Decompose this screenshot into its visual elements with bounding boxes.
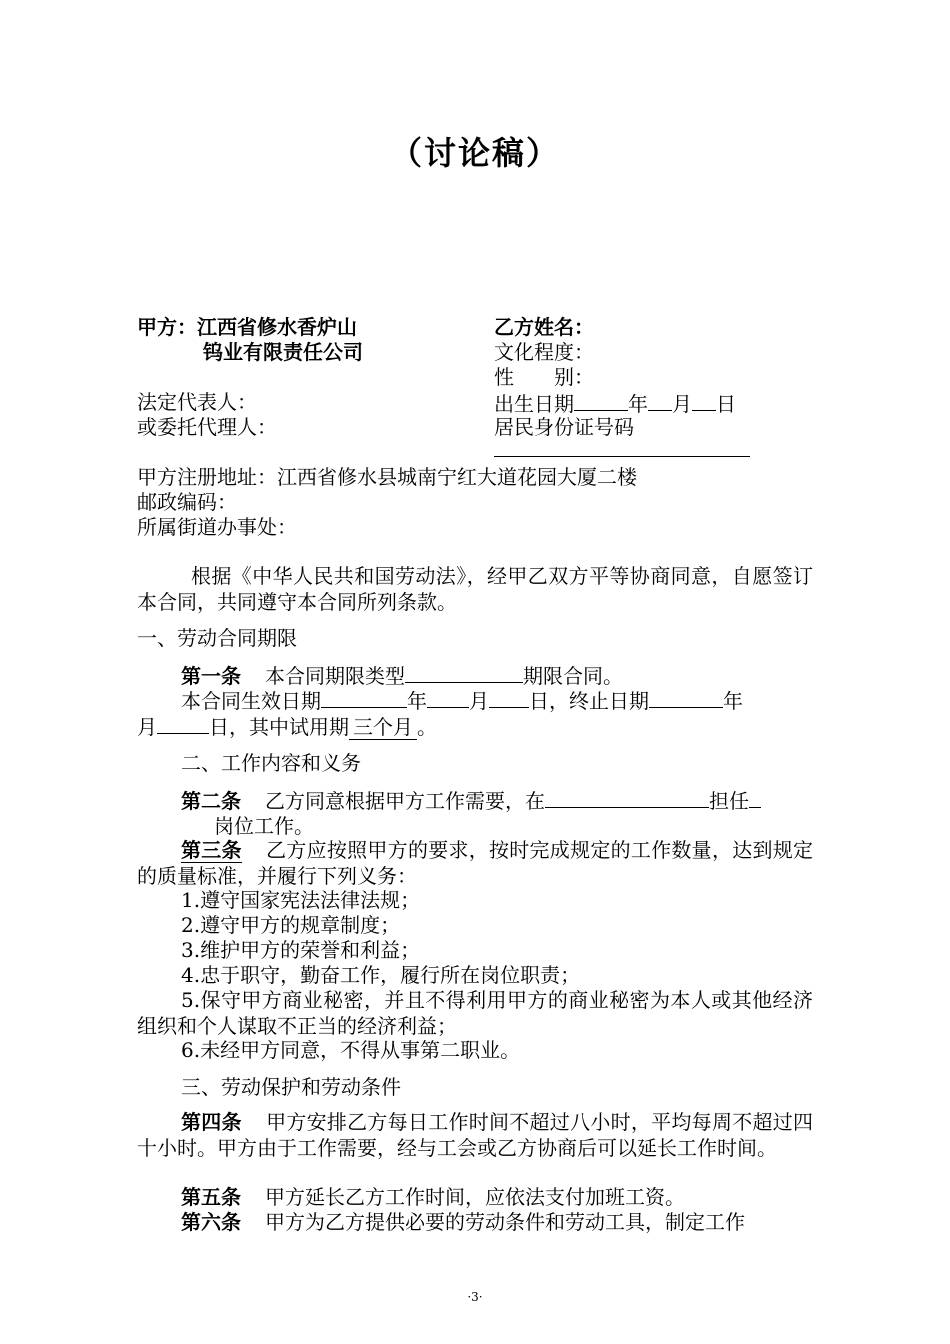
duty-item: 6.未经甲方同意，不得从事第二职业。	[181, 1038, 521, 1062]
article-2	[181, 787, 761, 814]
trial-period-line	[137, 713, 437, 740]
start-day-blank[interactable]	[489, 687, 529, 708]
party-a-name	[137, 315, 357, 340]
start-month-blank[interactable]	[427, 687, 469, 708]
department-blank[interactable]	[545, 787, 709, 808]
party-b-birthdate	[494, 390, 736, 417]
article-4-label: 第四条	[181, 1110, 242, 1134]
start-month-label: 月	[469, 689, 489, 713]
end-year-label: 年	[723, 689, 743, 713]
birth-day-blank[interactable]	[692, 390, 716, 411]
birth-label: 出生日期	[494, 392, 574, 416]
end-date-label: 日，终止日期	[529, 689, 649, 713]
section-2-heading: 二、工作内容和义务	[181, 751, 361, 775]
effective-date-line	[181, 687, 743, 714]
article-1-post: 期限合同。	[523, 664, 623, 688]
effective-date-label: 本合同生效日期	[181, 689, 321, 713]
duty-item: 2.遵守甲方的规章制度；	[181, 913, 401, 937]
article-2-line2: 岗位工作。	[214, 814, 314, 838]
postcode: 邮政编码：	[137, 490, 237, 514]
article-5-text: 甲方延长乙方工作时间，应依法支付加班工资。	[265, 1185, 685, 1209]
party-a-name-line2: 钨业有限责任公司	[203, 340, 363, 364]
article-2-text: 乙方同意根据甲方工作需要，在	[265, 789, 545, 813]
section-3-heading: 三、劳动保护和劳动条件	[181, 1075, 401, 1099]
position-blank[interactable]	[749, 787, 761, 808]
article-2-post: 担任	[709, 789, 749, 813]
party-a-label: 甲方：	[137, 315, 197, 339]
article-3-label: 第三条	[181, 838, 242, 862]
party-b-gender: 性 别：	[494, 365, 594, 389]
article-1-text: 本合同期限类型	[265, 664, 405, 688]
article-3	[137, 837, 813, 889]
article-2-label: 第二条	[181, 789, 241, 813]
id-number-blank[interactable]	[494, 456, 750, 457]
party-b-id-number: 居民身份证号码	[494, 415, 634, 439]
birth-year-blank[interactable]	[574, 390, 628, 411]
trial-end: 。	[417, 715, 437, 739]
birth-month-blank[interactable]	[648, 390, 672, 411]
duty-item: 1.遵守国家宪法法律法规；	[181, 888, 421, 912]
article-3-text: 乙方应按照甲方的要求，按时完成规定的工作数量，达到规定的质量标准，并履行下列义务：	[137, 838, 814, 888]
end-year-blank[interactable]	[649, 687, 723, 708]
trial-period-value: 三个月	[349, 715, 417, 740]
duty-item: 5.保守甲方商业秘密，并且不得利用甲方的商业秘密为本人或其他经济组织和个人谋取不正当的经济利益；	[137, 988, 813, 1038]
street-office: 所属街道办事处：	[137, 515, 297, 539]
birth-month-label: 月	[672, 392, 692, 416]
birth-day-label: 日	[716, 392, 736, 416]
section-1-heading: 一、劳动合同期限	[137, 626, 297, 650]
article-5-label: 第五条	[181, 1185, 241, 1209]
party-b-education: 文化程度：	[494, 340, 594, 364]
article-4-text: 甲方安排乙方每日工作时间不超过八小时，平均每周不超过四十小时。甲方由于工作需要，经与工会或乙方协商后可以延长工作时间。	[137, 1110, 814, 1160]
contract-type-blank[interactable]	[405, 662, 523, 683]
party-a-address: 甲方注册地址：江西省修水县城南宁红大道花园大厦二楼	[137, 465, 637, 489]
birth-year-label: 年	[628, 392, 648, 416]
intro-paragraph: 根据《中华人民共和国劳动法》，经甲乙双方平等协商同意，自愿签订本合同，共同遵守本合同所列条款。	[137, 564, 813, 614]
article-4	[137, 1109, 813, 1161]
duty-item: 3.维护甲方的荣誉和利益；	[181, 938, 421, 962]
article-1-label: 第一条	[181, 664, 241, 688]
party-b-name: 乙方姓名：	[494, 315, 594, 339]
trial-label: 日，其中试用期	[209, 715, 349, 739]
start-year-label: 年	[407, 689, 427, 713]
page-number: ·3·	[467, 1290, 483, 1304]
duty-item: 4.忠于职守，勤奋工作，履行所在岗位职责；	[181, 963, 581, 987]
legal-representative: 法定代表人：	[137, 390, 257, 414]
party-a-name-line1: 江西省修水香炉山	[197, 315, 357, 339]
start-year-blank[interactable]	[321, 687, 407, 708]
article-6-text: 甲方为乙方提供必要的劳动条件和劳动工具，制定工作	[265, 1210, 745, 1234]
end-day-blank[interactable]	[157, 713, 209, 734]
end-month-label: 月	[137, 715, 157, 739]
article-5	[181, 1184, 685, 1210]
article-6-label: 第六条	[181, 1210, 241, 1234]
article-1	[181, 662, 623, 689]
authorized-agent: 或委托代理人：	[137, 415, 277, 439]
article-6	[181, 1209, 745, 1235]
document-title: （讨论稿）	[389, 134, 560, 172]
